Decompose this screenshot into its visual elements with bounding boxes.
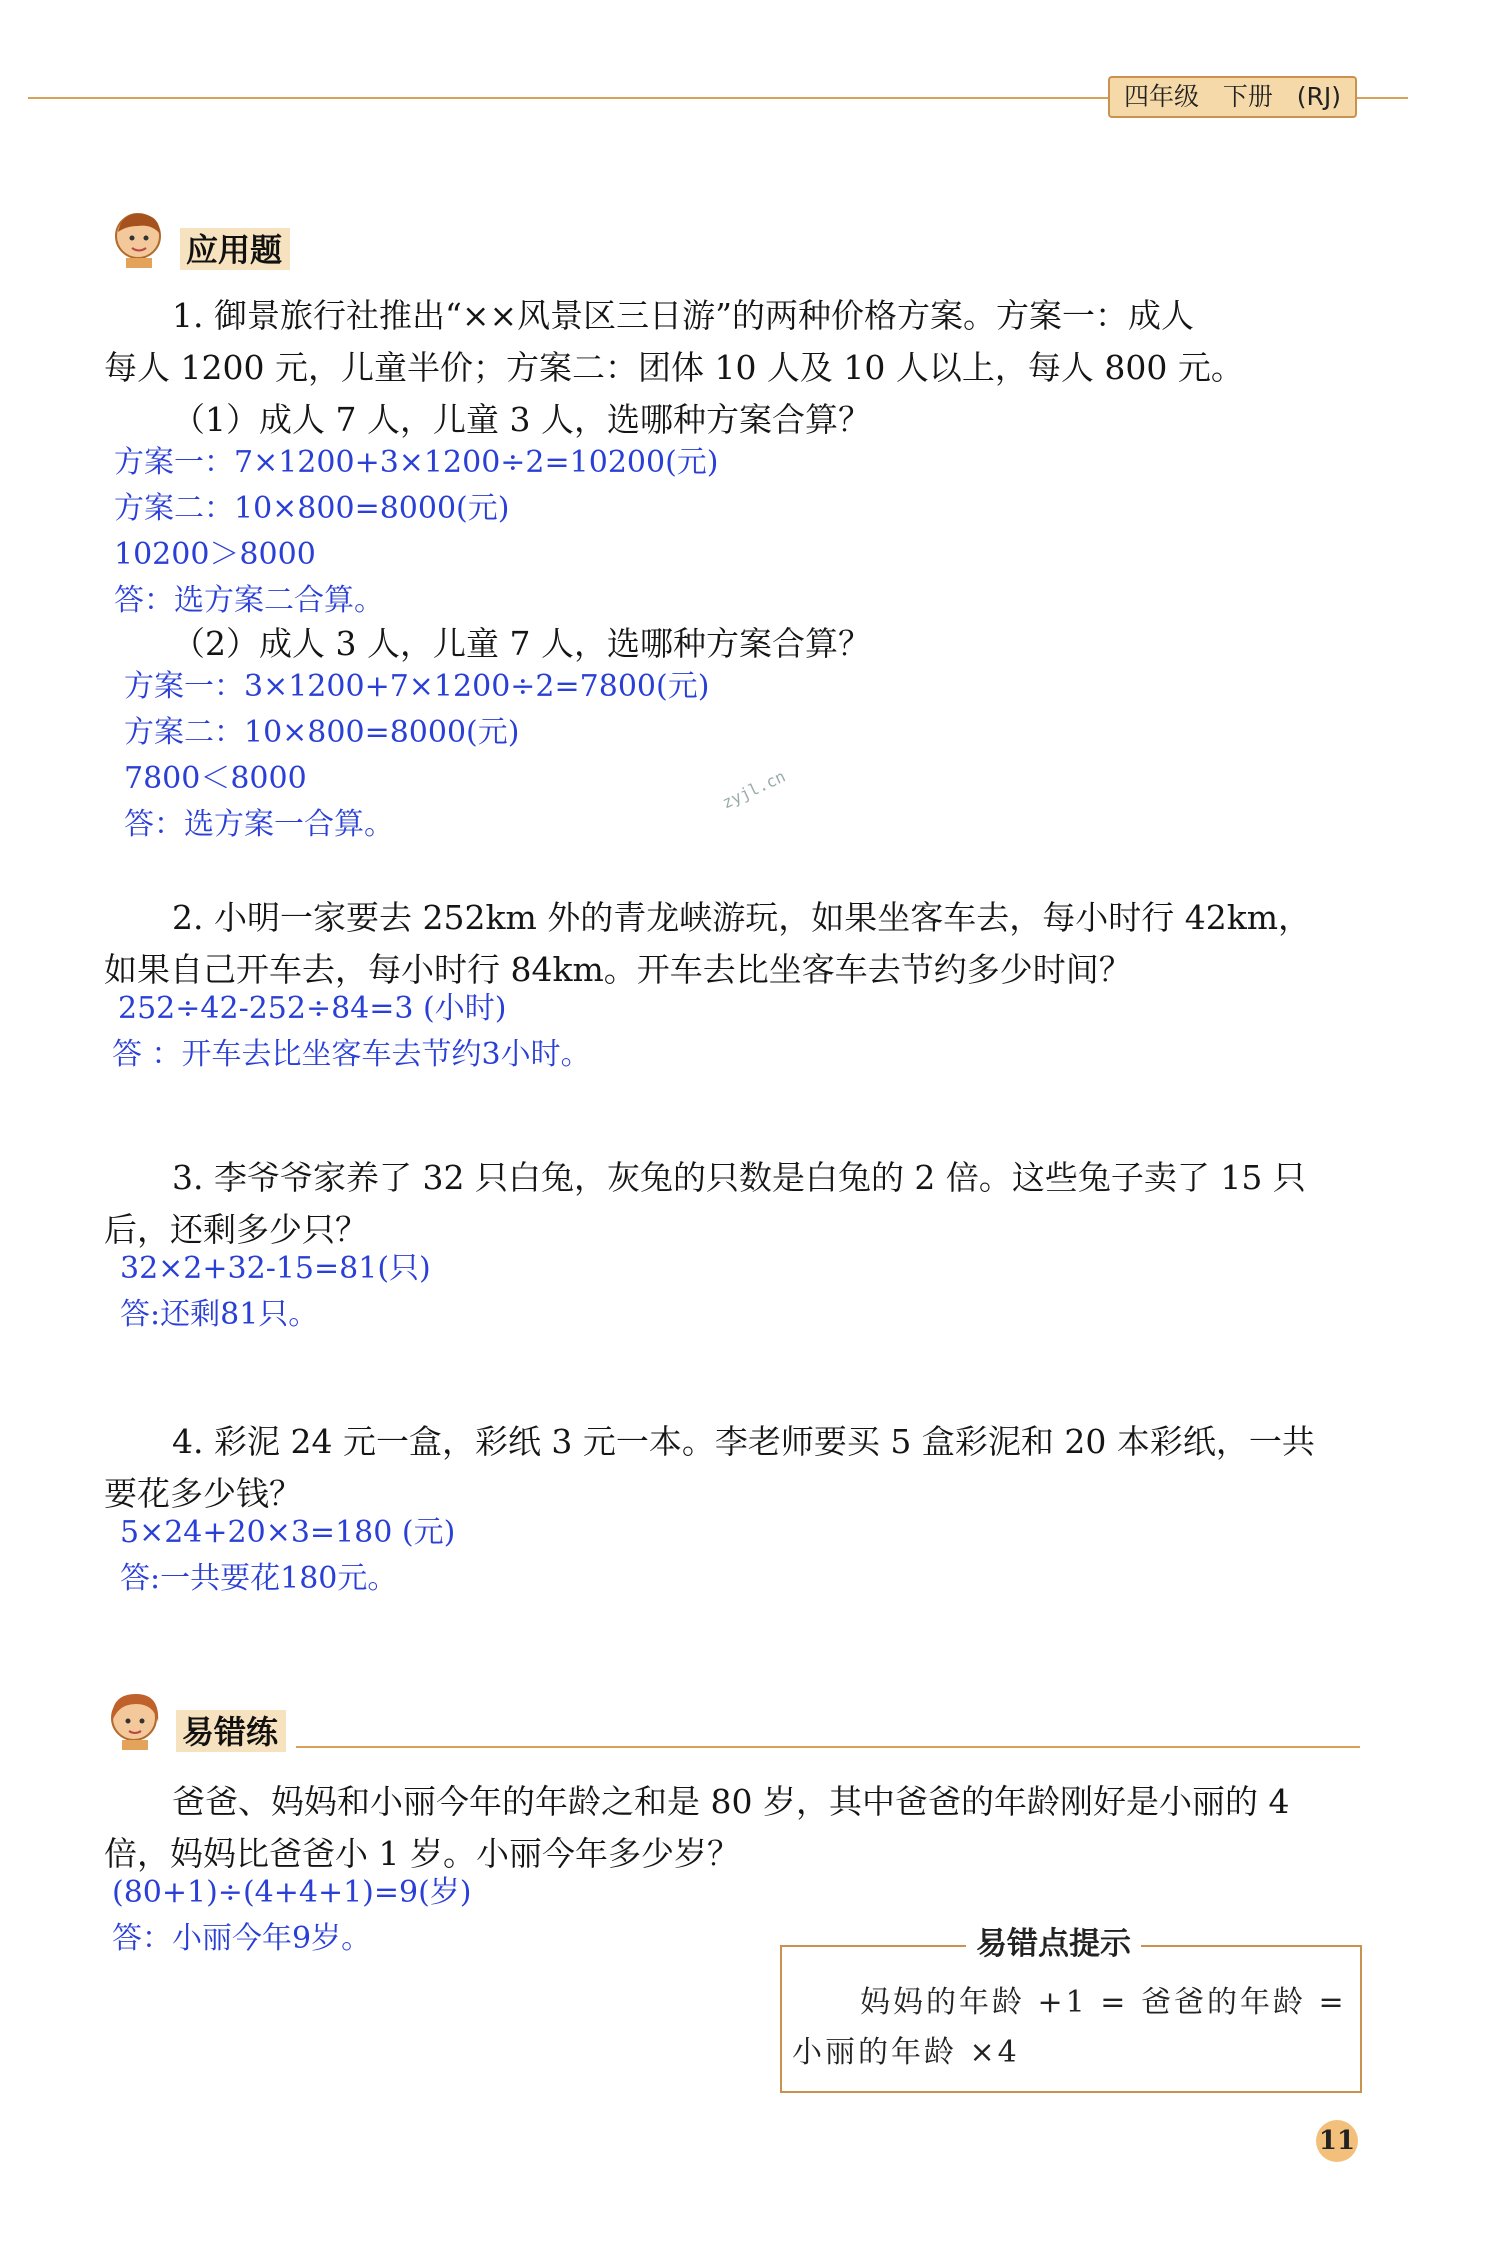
section-applied-header	[108, 206, 290, 270]
answer-line: 答：小丽今年9岁。	[112, 1921, 372, 1956]
answer-line: 32×2+32-15=81(只)	[120, 1251, 431, 1286]
answer-line: 7800＜8000	[124, 761, 307, 796]
q4-text-line2: 要花多少钱？	[104, 1474, 302, 1513]
answer-line: 答:一共要花180元。	[120, 1561, 398, 1596]
section-rule	[296, 1746, 1360, 1748]
answer-line: 方案一：3×1200+7×1200÷2=7800(元)	[124, 669, 710, 704]
q1-text-line1: 1. 御景旅行社推出“××风景区三日游”的两种价格方案。方案一：成人	[172, 296, 1195, 335]
header-volume: 下册	[1222, 82, 1273, 111]
answer-line: 答:还剩81只。	[120, 1297, 319, 1332]
page-number: 11	[1316, 2120, 1358, 2162]
q3-text-line1: 3. 李爷爷家养了 32 只白兔，灰兔的只数是白兔的 2 倍。这些兔子卖了 15 只	[172, 1158, 1306, 1197]
q5-text-line2: 倍，妈妈比爸爸小 1 岁。小丽今年多少岁？	[104, 1834, 740, 1873]
answer-line: (80+1)÷(4+4+1)=9(岁)	[112, 1875, 472, 1910]
section-title-mistakes: 易错练	[176, 1710, 286, 1752]
q4-text-line1: 4. 彩泥 24 元一盒，彩纸 3 元一本。李老师要买 5 盒彩泥和 20 本彩纸，一共	[172, 1422, 1315, 1461]
q5-text-line1: 爸爸、妈妈和小丽今年的年龄之和是 80 岁，其中爸爸的年龄刚好是小丽的 4	[172, 1782, 1290, 1821]
answer-line: 252÷42-252÷84=3 (小时)	[118, 991, 507, 1026]
section-mistakes-header	[104, 1688, 286, 1752]
answer-line: 方案二：10×800=8000(元)	[114, 491, 510, 526]
cartoon-girl-icon	[104, 1688, 168, 1752]
cartoon-boy-icon	[108, 206, 172, 270]
section-title-applied: 应用题	[180, 228, 290, 270]
tip-title: 易错点提示	[966, 1924, 1141, 1964]
answer-line: 方案一：7×1200+3×1200÷2=10200(元)	[114, 445, 719, 480]
tip-line: 妈妈的年龄 +1 = 爸爸的年龄 =	[860, 1985, 1347, 2020]
q2-text-line2: 如果自己开车去，每小时行 84km。开车去比坐客车去节约多少时间？	[104, 950, 1132, 989]
q1-part1-question: （1）成人 7 人，儿童 3 人，选哪种方案合算？	[172, 400, 871, 439]
watermark: zyjl.cn	[719, 766, 789, 813]
header-book-info	[1108, 76, 1357, 118]
header-edition: (RJ)	[1296, 82, 1341, 111]
answer-line: 答：选方案二合算。	[114, 583, 384, 618]
q2-text-line1: 2. 小明一家要去 252km 外的青龙峡游玩，如果坐客车去，每小时行 42km，	[172, 898, 1311, 937]
answer-line: 方案二：10×800=8000(元)	[124, 715, 520, 750]
answer-line: 答：选方案一合算。	[124, 807, 394, 842]
q1-text-line2: 每人 1200 元，儿童半价；方案二：团体 10 人及 10 人以上，每人 800 元。	[104, 348, 1244, 387]
q1-part2-question: （2）成人 3 人，儿童 7 人，选哪种方案合算？	[172, 624, 871, 663]
answer-line: 答 ：开车去比坐客车去节约3小时。	[112, 1037, 591, 1072]
tip-line: 小丽的年龄 ×4	[792, 2035, 1020, 2070]
q3-text-line2: 后，还剩多少只？	[104, 1210, 368, 1249]
answer-line: 10200＞8000	[114, 537, 316, 572]
answer-line: 5×24+20×3=180 (元)	[120, 1515, 456, 1550]
header-grade: 四年级	[1124, 82, 1200, 111]
